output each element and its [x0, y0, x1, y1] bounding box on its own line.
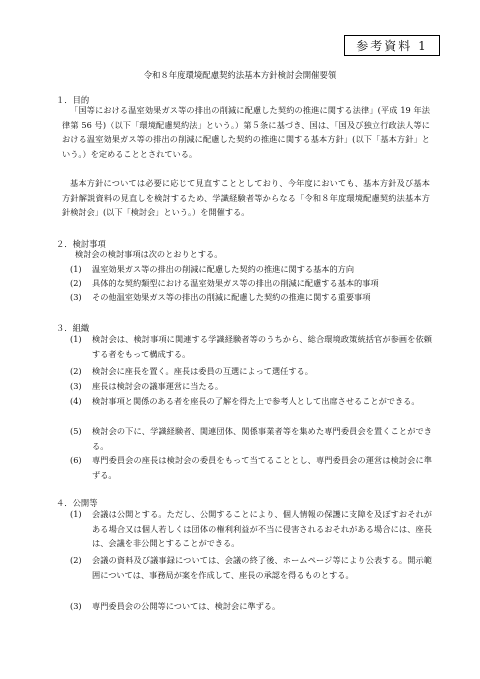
section-heading-organization: ３．組織 [56, 323, 90, 333]
purpose-paragraph-2: 基本方針については必要に応じて見直すこととしており、今年度においても、基本方針及び基本方針解説資料の見直しを検討するため、学識経験者等からなる「令和８年度環境配慮契約法基本方針検討会」(以下「検討会」という。）を開催する。 [62, 178, 430, 218]
list-item-text: 会議の資料及び議事録については、会議の終了後、ホームページ等により公表する。開示範囲については、事務局が案を作成して、座長の承認を得るものとする。 [92, 555, 432, 580]
list-item-text: 座長は検討会の議事運営に当たる。 [92, 381, 224, 391]
section-heading-disclosure: ４．公開等 [56, 498, 98, 508]
reference-label: 参考資料 1 [344, 35, 440, 56]
list-item-text: その他温室効果ガス等の排出の削減に配慮した契約の推進に関する重要事項 [92, 292, 371, 302]
section-heading-topics: ２．検討事項 [56, 239, 106, 249]
list-item-number: (1) [70, 334, 82, 344]
list-item-number: (3) [70, 601, 82, 611]
list-item-number: (2) [70, 278, 82, 288]
list-item-text: 検討事項と関係のある者を座長の了解を得た上で参考人として出席させることができる。 [92, 396, 420, 406]
list-item-text: 具体的な契約類型における温室効果ガス等の排出の削減に配慮する基本的事項 [92, 278, 379, 288]
list-item [70, 553, 432, 582]
list-item-number: (2) [70, 555, 82, 565]
list-item-text: 検討会の下に、学識経験者、関連団体、関係事業者等を集めた専門委員会を置くことができる。 [92, 426, 432, 451]
list-item-text: 専門委員会の座長は検討会の委員をもって当てることとし、専門委員会の運営は検討会に準ずる。 [92, 455, 432, 480]
list-item-number: (4) [70, 396, 82, 406]
list-item [70, 424, 432, 453]
list-item-number: (5) [70, 426, 82, 436]
list-item-text: 専門委員会の公開等については、検討会に準ずる。 [92, 601, 281, 611]
list-item [70, 394, 432, 409]
list-item-number: (3) [70, 292, 82, 302]
list-item-text: 検討会は、検討事項に関連する学識経験者等のうちから、総合環境政策統括官が参画を依頼する者をもって構成する。 [92, 334, 432, 359]
list-item [70, 379, 432, 394]
list-item-number: (1) [70, 509, 82, 519]
list-item-text: 会議は公開とする。ただし、公開することにより、個人情報の保護に支障を及ぼすおそれがある場合又は個人若しくは団体の権利利益が不当に侵害されるおそれがある場合には、座長は、会議を非公開とすることができる。 [92, 509, 432, 549]
purpose-paragraph-1: 「国等における温室効果ガス等の排出の削減に配慮した契約の推進に関する法律」(平成 19 年法律第 56 号)（以下「環境配慮契約法」という。）第５条に基づき、国は、「国及び独立行政法人等における温室効果ガス等の排出の削減に配慮した契約の推進に関する基本方針」(以下「基本方針」という。）を定めることとされている。 [62, 105, 430, 159]
list-item [70, 507, 432, 551]
list-item [70, 290, 432, 305]
list-item [70, 276, 432, 291]
list-item-number: (3) [70, 381, 82, 391]
list-item [70, 364, 432, 379]
list-item-text: 温室効果ガス等の排出の削減に配慮した契約の推進に関する基本的方向 [92, 264, 355, 274]
list-item [70, 453, 432, 482]
topics-intro: 検討会の検討事項は次のとおりとする。 [75, 249, 223, 259]
list-item [70, 599, 432, 614]
list-item [70, 332, 432, 361]
list-item-number: (2) [70, 366, 82, 376]
list-item-number: (1) [70, 264, 82, 274]
document-title: 令和８年度環境配慮契約法基本方針検討会開催要領 [143, 70, 337, 80]
list-item-number: (6) [70, 455, 82, 465]
list-item [70, 262, 432, 277]
section-heading-purpose: １．目的 [56, 95, 90, 105]
list-item-text: 検討会に座長を置く。座長は委員の互選によって選任する。 [92, 366, 313, 376]
